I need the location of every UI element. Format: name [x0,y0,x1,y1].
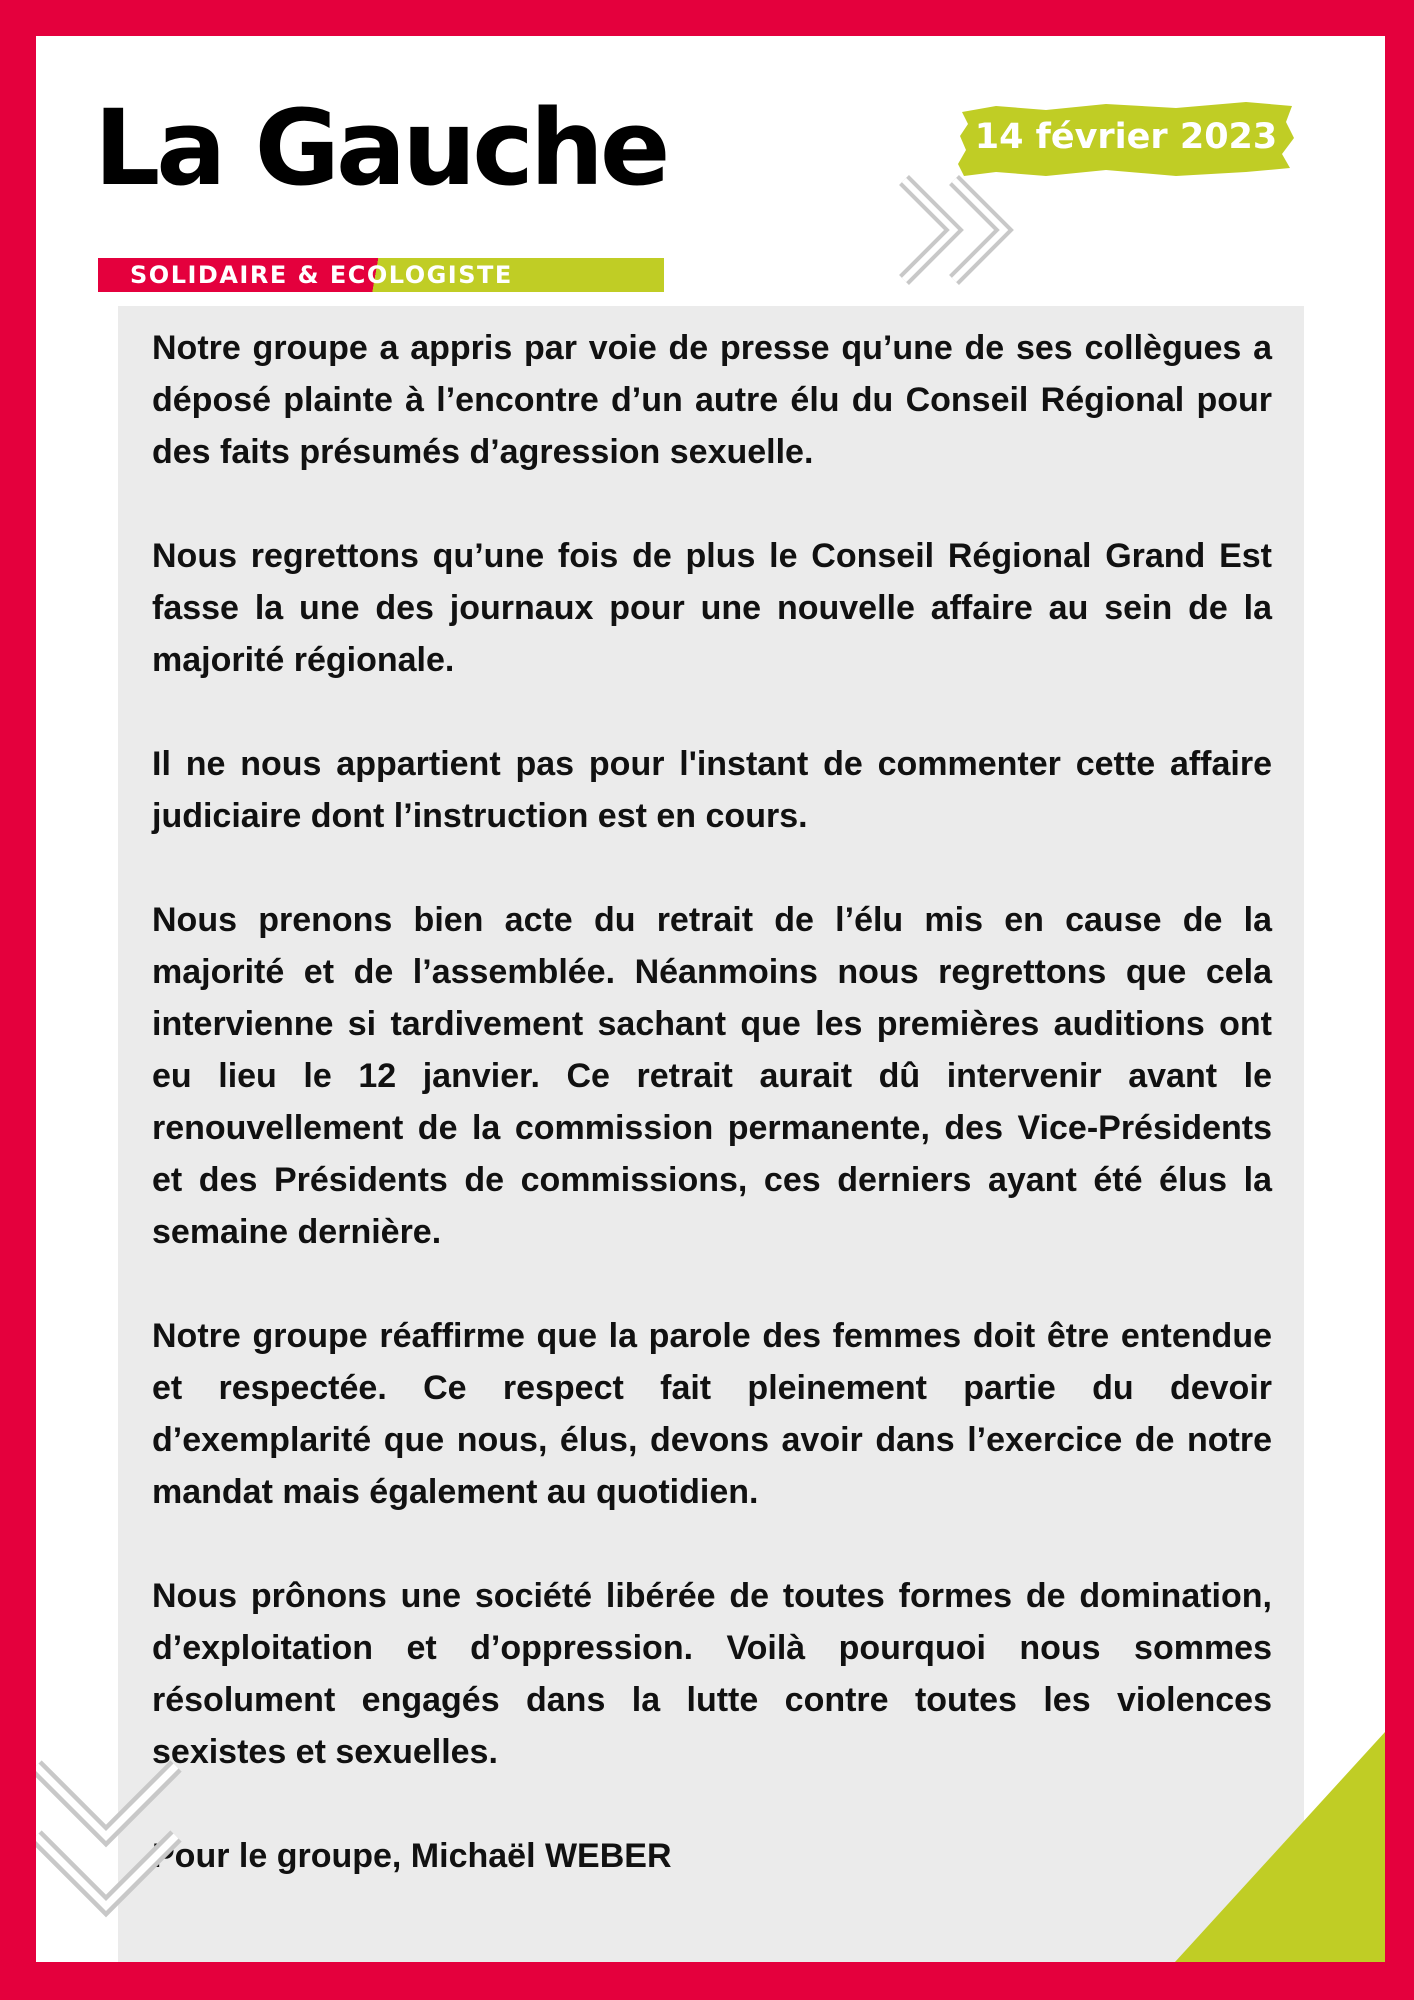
paragraph-3: Il ne nous appartient pas pour l'instant de commenter cette affaire judiciaire dont l’instruction est en cours. [152,745,1272,835]
corner-triangle [1175,1732,1385,1962]
signature: Pour le groupe, Michaël WEBER [152,1837,672,1875]
statement-panel [118,306,1304,1962]
publication-date: 14 février 2023 [974,117,1278,157]
party-logo [94,87,694,316]
date-tag [956,92,1296,182]
paragraph-4: Nous prenons bien acte du retrait de l’élu mis en cause de la majorité et de l’assemblée. Néanmoins nous regrettons que cela intervienne si tardivement sachant que les premières auditions ont eu lieu le 12 janvier. Ce retrait aurait dû intervenir avant le renouvellement de la commission permanente, des Vice-Présidents et des Présidents de commissions, ces derniers ayant été élus la semaine dernière. [152,901,1272,1251]
logo-subtitle: SOLIDAIRE & ECOLOGISTE [130,261,513,289]
paragraph-5: Notre groupe réaffirme que la parole des femmes doit être entendue et respectée. Ce respect fait pleinement partie du devoir d’exemplarité que nous, élus, devons avoir dans l’exercice de notre mandat mais également au quotidien. [152,1317,1272,1511]
logo-title: La Gauche [94,87,667,209]
paragraph-1: Notre groupe a appris par voie de presse qu’une de ses collègues a déposé plainte à l’encontre d’un autre élu du Conseil Régional pour des faits présumés d’agression sexuelle. [152,329,1272,471]
paragraph-2: Nous regrettons qu’une fois de plus le Conseil Régional Grand Est fasse la une des journaux pour une nouvelle affaire au sein de la majorité régionale. [152,537,1272,679]
double-chevron-down-icon [36,1756,196,1946]
press-release-page [36,36,1385,1962]
double-chevron-right-icon [894,170,1034,290]
paragraph-6: Nous prônons une société libérée de toutes formes de domination, d’exploitation et d’oppression. Voilà pourquoi nous sommes résolument engagés dans la lutte contre toutes les violences sexistes et sexuelles. [152,1577,1272,1771]
statement-text [152,322,1272,1882]
